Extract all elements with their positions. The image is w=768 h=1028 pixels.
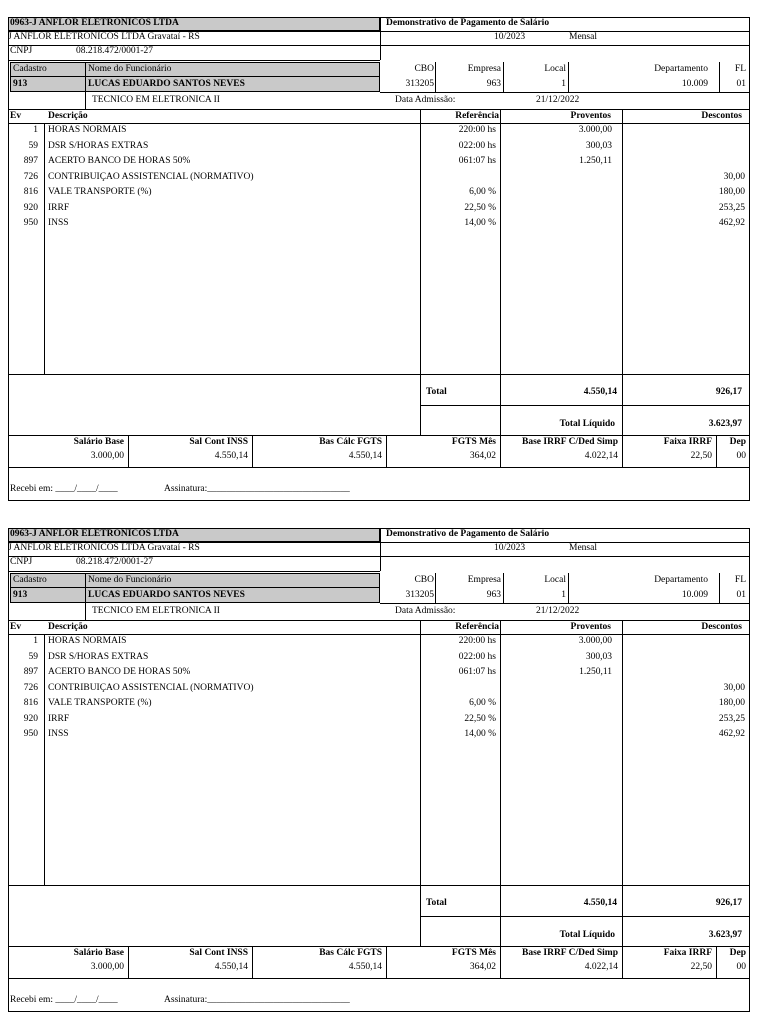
item-ev: 950 [23, 729, 38, 739]
item-description: ACERTO BANCO DE HORAS 50% [48, 667, 191, 677]
received-date-line: Recebi em: ____/____/____ [10, 484, 118, 494]
item-description: CONTRIBUIÇAO ASSISTENCIAL (NORMATIVO) [48, 171, 254, 182]
fl-value: 01 [736, 79, 746, 89]
cadastro-label: Cadastro [13, 575, 47, 585]
received-date-line: Recebi em: ____/____/____ [10, 995, 118, 1005]
item-referencia: 061:07 hs [458, 156, 496, 166]
item-desconto: 180,00 [718, 698, 745, 708]
ev-header: Ev [10, 622, 22, 632]
sal-cont-inss-label: Sal Cont INSS [189, 437, 248, 447]
total-label: Total [426, 387, 447, 397]
admissao-value: 21/12/2022 [536, 606, 580, 616]
departamento-label: Departamento [654, 575, 708, 585]
item-desconto: 30,00 [723, 171, 745, 182]
cnpj-value: 08.218.472/0001-27 [76, 557, 154, 567]
cbo-value: 313205 [405, 590, 434, 600]
salario-base-value: 3.000,00 [90, 962, 124, 972]
item-ev: 59 [28, 140, 38, 151]
item-provento: 300,03 [585, 651, 612, 662]
departamento-label: Departamento [654, 64, 708, 74]
cbo-label: CBO [414, 64, 434, 74]
total-proventos: 4.550,14 [583, 387, 617, 397]
item-referencia: 14,00 % [464, 218, 496, 228]
departamento-value: 10.009 [681, 590, 708, 600]
cadastro-value: 913 [13, 79, 28, 89]
company-header: 0963-J ANFLOR ELETRONICOS LTDA [10, 18, 179, 28]
item-provento: 3.000,00 [578, 125, 612, 135]
signature-line: Assinatura:______________________________ [164, 484, 350, 494]
item-ev: 816 [23, 698, 38, 708]
item-description: DSR S/HORAS EXTRAS [48, 651, 149, 662]
employee-name: LUCAS EDUARDO SANTOS NEVES [88, 79, 245, 89]
period: 10/2023 [494, 32, 526, 42]
item-description: HORAS NORMAIS [48, 125, 127, 135]
item-ev: 726 [23, 171, 38, 182]
item-description: CONTRIBUIÇAO ASSISTENCIAL (NORMATIVO) [48, 682, 254, 693]
descricao-header: Descrição [48, 622, 88, 632]
bas-calc-fgts-label: Bas Cálc FGTS [319, 437, 382, 447]
total-liquido-value: 3.623,97 [708, 930, 742, 940]
empresa-value: 963 [486, 590, 501, 600]
total-descontos: 926,17 [715, 387, 742, 397]
salario-base-value: 3.000,00 [90, 451, 124, 461]
referencia-header: Referência [455, 622, 499, 632]
admissao-label: Data Admissão: [395, 95, 456, 105]
item-desconto: 462,92 [718, 218, 745, 228]
total-proventos: 4.550,14 [583, 898, 617, 908]
dep-value: 00 [736, 962, 746, 972]
company-header: 0963-J ANFLOR ELETRONICOS LTDA [10, 529, 179, 539]
descricao-header: Descrição [48, 111, 88, 121]
doc-title: Demonstrativo de Pagamento de Salário [386, 529, 550, 539]
company-name-city: J ANFLOR ELETRONICOS LTDA Gravataí - RS [8, 32, 200, 42]
fl-label: FL [734, 64, 746, 74]
fl-value: 01 [736, 590, 746, 600]
dep-label: Dep [729, 437, 746, 447]
payslip-copy [8, 528, 750, 1028]
local-label: Local [544, 575, 566, 585]
item-ev: 920 [23, 202, 38, 213]
item-ev: 726 [23, 682, 38, 693]
item-description: INSS [48, 218, 69, 228]
faixa-irrf-label: Faixa IRRF [663, 437, 712, 447]
ev-header: Ev [10, 111, 22, 121]
item-referencia: 6,00 % [469, 698, 496, 708]
bas-calc-fgts-value: 4.550,14 [348, 451, 382, 461]
empresa-label: Empresa [467, 575, 501, 585]
dep-value: 00 [736, 451, 746, 461]
item-desconto: 253,25 [718, 713, 745, 724]
sal-cont-inss-value: 4.550,14 [214, 451, 248, 461]
fgts-mes-label: FGTS Mês [451, 437, 496, 447]
item-referencia: 022:00 hs [458, 140, 496, 151]
empresa-value: 963 [486, 79, 501, 89]
item-desconto: 462,92 [718, 729, 745, 739]
item-description: VALE TRANSPORTE (%) [48, 698, 152, 708]
base-irrf-value: 4.022,14 [584, 962, 618, 972]
cnpj-label: CNPJ [10, 46, 33, 56]
item-ev: 920 [23, 713, 38, 724]
nome-label: Nome do Funcionário [88, 575, 172, 585]
salario-base-label: Salário Base [73, 437, 124, 447]
item-referencia: 220:00 hs [458, 125, 496, 135]
item-description: ACERTO BANCO DE HORAS 50% [48, 156, 191, 166]
cbo-label: CBO [414, 575, 434, 585]
item-referencia: 220:00 hs [458, 636, 496, 646]
company-name-city: J ANFLOR ELETRONICOS LTDA Gravataí - RS [8, 543, 200, 553]
salario-base-label: Salário Base [73, 948, 124, 958]
item-description: HORAS NORMAIS [48, 636, 127, 646]
fgts-mes-label: FGTS Mês [451, 948, 496, 958]
signature-line: Assinatura:______________________________ [164, 995, 350, 1005]
total-descontos: 926,17 [715, 898, 742, 908]
item-desconto: 180,00 [718, 187, 745, 197]
payslip-original [8, 17, 750, 517]
faixa-irrf-value: 22,50 [690, 962, 712, 972]
cadastro-label: Cadastro [13, 64, 47, 74]
period: 10/2023 [494, 543, 526, 553]
descontos-header: Descontos [701, 622, 742, 632]
referencia-header: Referência [455, 111, 499, 121]
admissao-value: 21/12/2022 [536, 95, 580, 105]
doc-title: Demonstrativo de Pagamento de Salário [386, 18, 550, 28]
item-ev: 816 [23, 187, 38, 197]
base-irrf-value: 4.022,14 [584, 451, 618, 461]
payslip-type: Mensal [569, 32, 597, 42]
item-desconto: 253,25 [718, 202, 745, 213]
total-liquido-label: Total Líquido [559, 419, 615, 429]
item-referencia: 22,50 % [464, 202, 496, 213]
item-referencia: 061:07 hs [458, 667, 496, 677]
payslip-type: Mensal [569, 543, 597, 553]
bas-calc-fgts-label: Bas Cálc FGTS [319, 948, 382, 958]
cbo-value: 313205 [405, 79, 434, 89]
nome-label: Nome do Funcionário [88, 64, 172, 74]
faixa-irrf-label: Faixa IRRF [663, 948, 712, 958]
local-value: 1 [561, 590, 566, 600]
admissao-label: Data Admissão: [395, 606, 456, 616]
item-description: DSR S/HORAS EXTRAS [48, 140, 149, 151]
item-description: IRRF [48, 713, 70, 724]
item-ev: 59 [28, 651, 38, 662]
fgts-mes-value: 364,02 [469, 451, 496, 461]
item-ev: 1 [33, 125, 38, 135]
item-description: VALE TRANSPORTE (%) [48, 187, 152, 197]
item-provento: 1.250,11 [579, 667, 612, 677]
item-provento: 3.000,00 [578, 636, 612, 646]
local-label: Local [544, 64, 566, 74]
fgts-mes-value: 364,02 [469, 962, 496, 972]
cadastro-value: 913 [13, 590, 28, 600]
item-provento: 300,03 [585, 140, 612, 151]
total-liquido-value: 3.623,97 [708, 419, 742, 429]
departamento-value: 10.009 [681, 79, 708, 89]
fl-label: FL [734, 575, 746, 585]
dep-label: Dep [729, 948, 746, 958]
item-provento: 1.250,11 [579, 156, 612, 166]
item-referencia: 22,50 % [464, 713, 496, 724]
descontos-header: Descontos [701, 111, 742, 121]
proventos-header: Proventos [570, 111, 611, 121]
total-liquido-label: Total Líquido [559, 930, 615, 940]
item-ev: 897 [23, 667, 38, 677]
sal-cont-inss-value: 4.550,14 [214, 962, 248, 972]
sal-cont-inss-label: Sal Cont INSS [189, 948, 248, 958]
faixa-irrf-value: 22,50 [690, 451, 712, 461]
item-description: IRRF [48, 202, 70, 213]
item-ev: 897 [23, 156, 38, 166]
local-value: 1 [561, 79, 566, 89]
item-referencia: 14,00 % [464, 729, 496, 739]
item-referencia: 6,00 % [469, 187, 496, 197]
employee-role: TECNICO EM ELETRONICA II [92, 95, 220, 105]
cnpj-label: CNPJ [10, 557, 33, 567]
total-label: Total [426, 898, 447, 908]
item-ev: 950 [23, 218, 38, 228]
proventos-header: Proventos [570, 622, 611, 632]
bas-calc-fgts-value: 4.550,14 [348, 962, 382, 972]
item-referencia: 022:00 hs [458, 651, 496, 662]
item-description: INSS [48, 729, 69, 739]
base-irrf-label: Base IRRF C/Ded Simp [522, 948, 618, 958]
empresa-label: Empresa [467, 64, 501, 74]
employee-name: LUCAS EDUARDO SANTOS NEVES [88, 590, 245, 600]
item-ev: 1 [33, 636, 38, 646]
base-irrf-label: Base IRRF C/Ded Simp [522, 437, 618, 447]
item-desconto: 30,00 [723, 682, 745, 693]
employee-role: TECNICO EM ELETRONICA II [92, 606, 220, 616]
cnpj-value: 08.218.472/0001-27 [76, 46, 154, 56]
